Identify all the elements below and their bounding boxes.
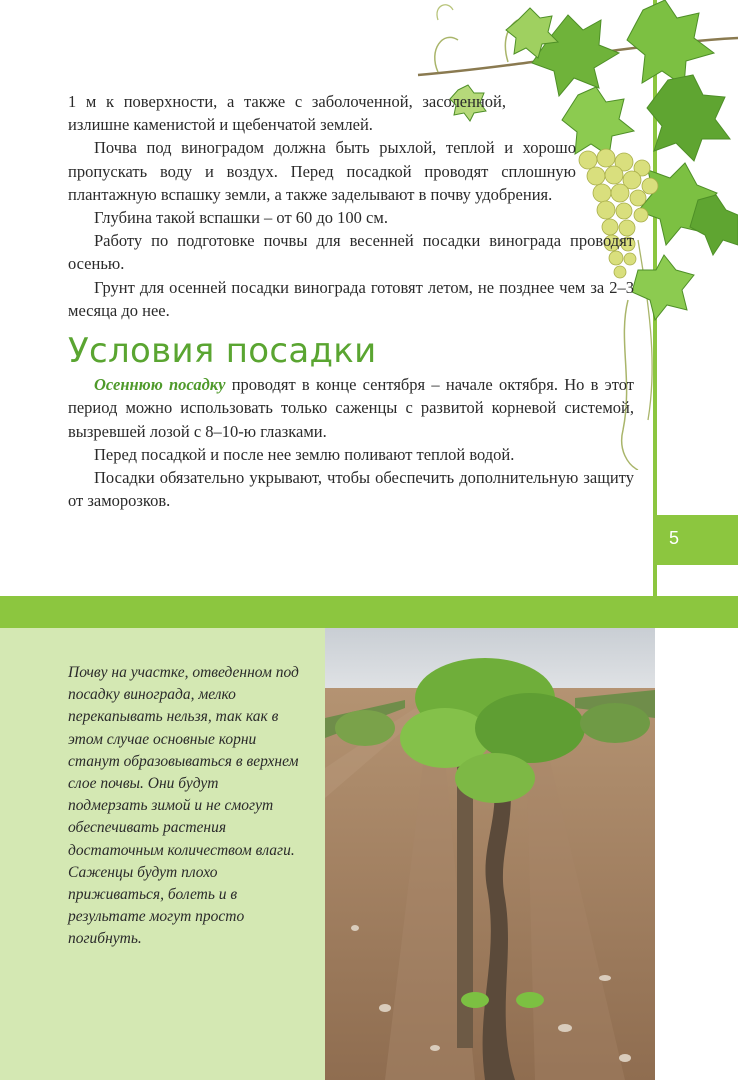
paragraph: Почва под виноградом должна быть рыхлой, теплой и хорошо пропускать воду и воздух. Перед посадкой проводят сплошную плантажную вспашку земли, а также заделывают в почву удобрения. <box>68 138 576 204</box>
paragraph: Глубина такой вспашки – от 60 до 100 см. <box>94 208 388 228</box>
vineyard-photo <box>325 628 655 1080</box>
paragraph <box>68 373 634 443</box>
paragraph: Грунт для осенней посадки винограда готовят летом, не позднее чем за 2–3 месяца до нее. <box>68 277 634 320</box>
sidebar-note: Почву на участке, отведенном под посадку винограда, мелко перекапывать нельзя, так как в этом случае основные корни станут образовываться в верхнем слое почвы. Они будут подмерзать зимой и не смогут обеспечивать растения достаточным количеством влаги. Саженцы будут плохо приживаться, болеть и в результате могут просто погибнуть. <box>68 664 299 948</box>
paragraph: Перед посадкой и после нее землю поливают теплой водой. <box>94 444 515 464</box>
highlighted-term: Осеннюю посадку <box>94 375 226 395</box>
paragraph-rest: проводят в конце сентября – начале октября. Но в этот период можно использовать только саженцы с развитой корневой системой, вызревшей лозой с 8–10-ю глазками. <box>68 375 634 441</box>
paragraph: 1 м к поверхности, а также с заболоченной, засоленной, излишне каменистой и щебенчатой землей. <box>68 92 506 135</box>
section-heading: Условия посадки <box>68 331 377 372</box>
paragraph: Работу по подготовке почвы для весенней посадки винограда проводят осенью. <box>68 231 634 274</box>
paragraph: Посадки обязательно укрывают, чтобы обеспечить дополнительную защиту от заморозков. <box>68 468 634 511</box>
main-text <box>68 90 634 512</box>
page-number: 5 <box>669 528 680 548</box>
green-band <box>0 596 738 628</box>
